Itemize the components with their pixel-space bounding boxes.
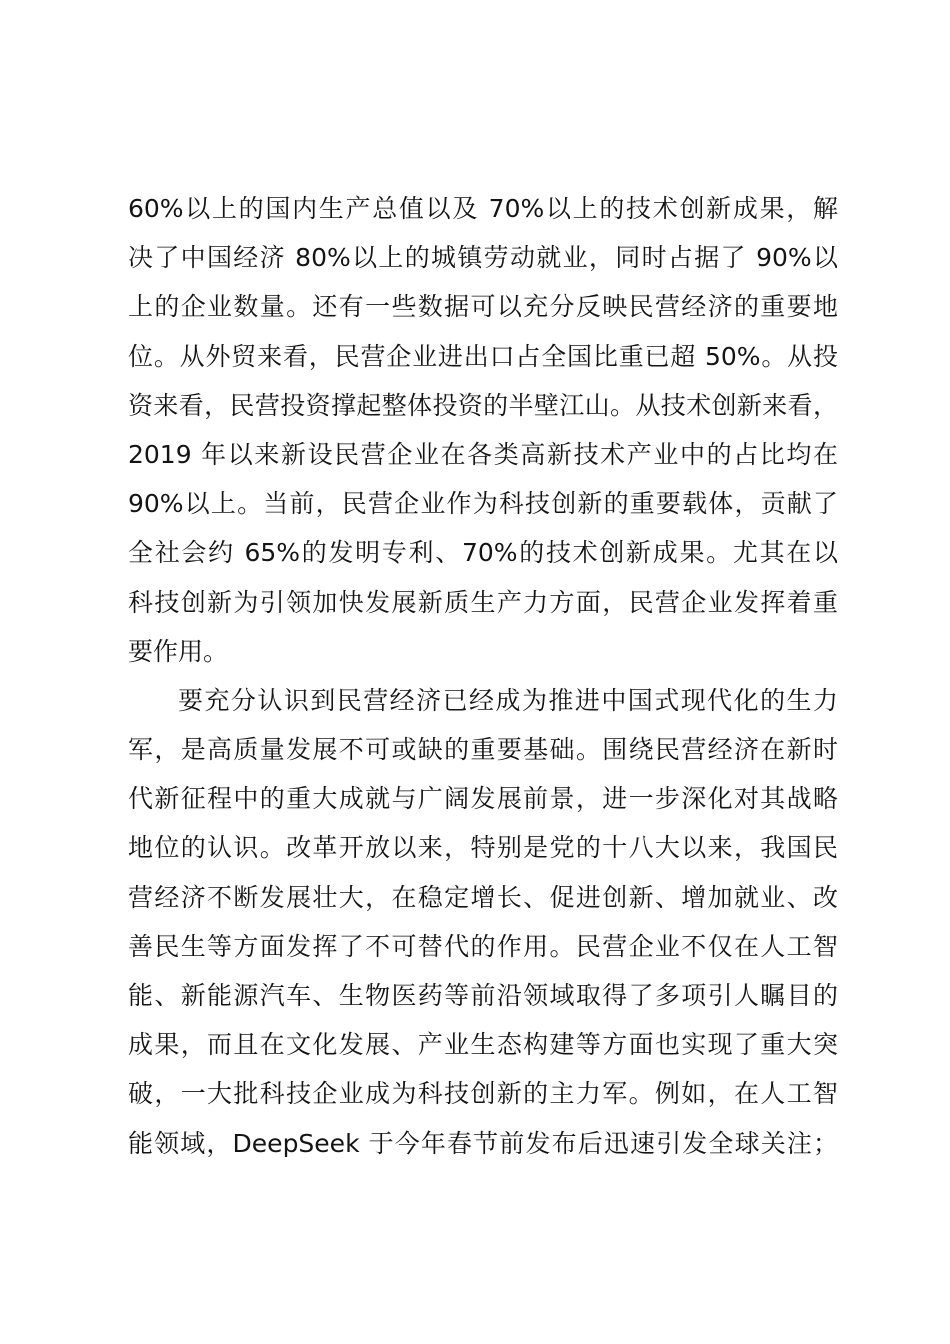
- text-line: 营经济不断发展壮大，在稳定增长、促进创新、增加就业、改: [128, 882, 838, 912]
- body-text: [128, 184, 838, 1168]
- text-line: 破，一大批科技企业成为科技创新的主力军。例如，在人工智: [128, 1079, 838, 1109]
- text-line: 能、新能源汽车、生物医药等前沿领域取得了多项引人瞩目的: [128, 981, 838, 1010]
- text-line: 资来看，民营投资撑起整体投资的半壁江山。从技术创新来看，: [128, 390, 838, 420]
- text-line: 90%以上。当前，民营企业作为科技创新的重要载体，贡献了: [128, 489, 838, 519]
- text-line: 2019 年以来新设民营企业在各类高新技术产业中的占比均在: [128, 439, 838, 469]
- text-line: 地位的认识。改革开放以来，特别是党的十八大以来，我国民: [128, 833, 838, 863]
- text-line: 要作用。: [128, 636, 229, 666]
- paragraph-first-line: 要充分认识到民营经济已经成为推进中国式现代化的生力: [178, 685, 838, 715]
- text-line: 善民生等方面发挥了不可替代的作用。民营企业不仅在人工智: [128, 931, 838, 961]
- text-line: 成果，而且在文化发展、产业生态构建等方面也实现了重大突: [128, 1030, 838, 1060]
- text-line: 位。从外贸来看，民营企业进出口占全国比重已超 50%。从投: [128, 341, 838, 371]
- text-line: 60%以上的国内生产总值以及 70%以上的技术创新成果，解: [128, 194, 838, 223]
- text-line: 军，是高质量发展不可或缺的重要基础。围绕民营经济在新时: [128, 735, 838, 765]
- text-line: 上的企业数量。还有一些数据可以充分反映民营经济的重要地: [128, 292, 838, 322]
- text-line: 全社会约 65%的发明专利、70%的技术创新成果。尤其在以: [128, 538, 838, 568]
- text-line: 能领域，DeepSeek 于今年春节前发布后迅速引发全球关注；: [128, 1128, 838, 1158]
- text-line: 决了中国经济 80%以上的城镇劳动就业，同时占据了 90%以: [128, 243, 838, 273]
- text-line: 科技创新为引领加快发展新质生产力方面，民营企业发挥着重: [128, 587, 838, 617]
- text-line: 代新征程中的重大成就与广阔发展前景，进一步深化对其战略: [128, 784, 838, 814]
